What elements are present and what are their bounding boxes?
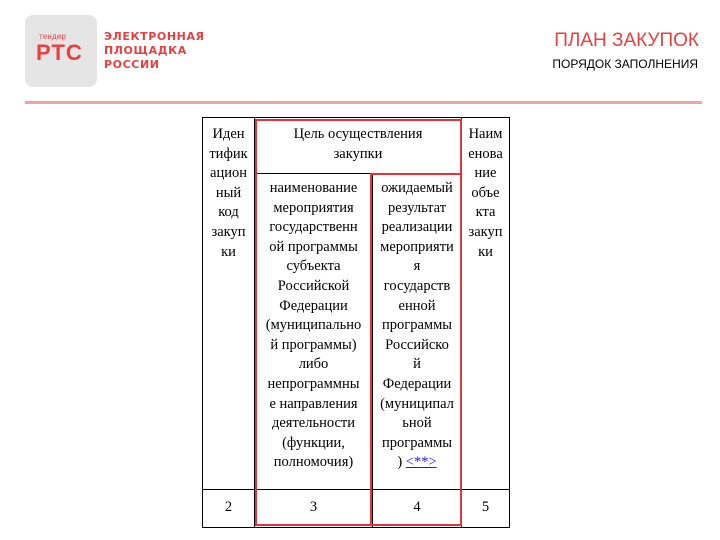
col-expected-result-header: ожидаемый результат реализации мероприяти я государств енной программы Российско й Федерации (муниципал ьной программы ) <**>: [380, 180, 454, 471]
logo-badge: [25, 15, 97, 87]
column-number: 3: [309, 499, 318, 515]
logo-small-text: тендер: [39, 32, 67, 41]
footnote-link[interactable]: <**>: [405, 454, 437, 471]
logo-line: ПЛОЩАДКА: [104, 44, 187, 57]
header-divider: [25, 101, 702, 104]
col-object-name-header: Наим енова ние объе кта закуп ки: [468, 126, 503, 260]
col4-last-prefix: ): [397, 454, 406, 471]
procurement-plan-table: [202, 117, 510, 528]
column-number: 5: [481, 499, 490, 515]
logo-main-text: РТС: [36, 40, 83, 65]
table-border-top: [202, 117, 510, 118]
col-event-name-header: наименование мероприятия государственн ой программы субъекта Российской Федерации (муниципально й программы) либо непрограммны е направления деятельности (функции, полномочия): [265, 180, 362, 471]
logo-wordmark: [104, 30, 224, 72]
goal-group-header: Цель осуществления закупки: [293, 126, 423, 162]
col-id-header: Иден тифик ацион ный код закуп ки: [209, 126, 248, 260]
logo-line: РОССИИ: [104, 58, 160, 71]
page-subtitle: ПОРЯДОК ЗАПОЛНЕНИЯ: [552, 57, 698, 71]
table-border-bottom: [202, 527, 510, 528]
column-number: 4: [413, 499, 421, 515]
logo-line: ЭЛЕКТРОННАЯ: [104, 30, 205, 43]
table-border-right: [509, 117, 510, 528]
page-title: ПЛАН ЗАКУПОК: [554, 30, 699, 51]
column-number: 2: [224, 499, 233, 515]
